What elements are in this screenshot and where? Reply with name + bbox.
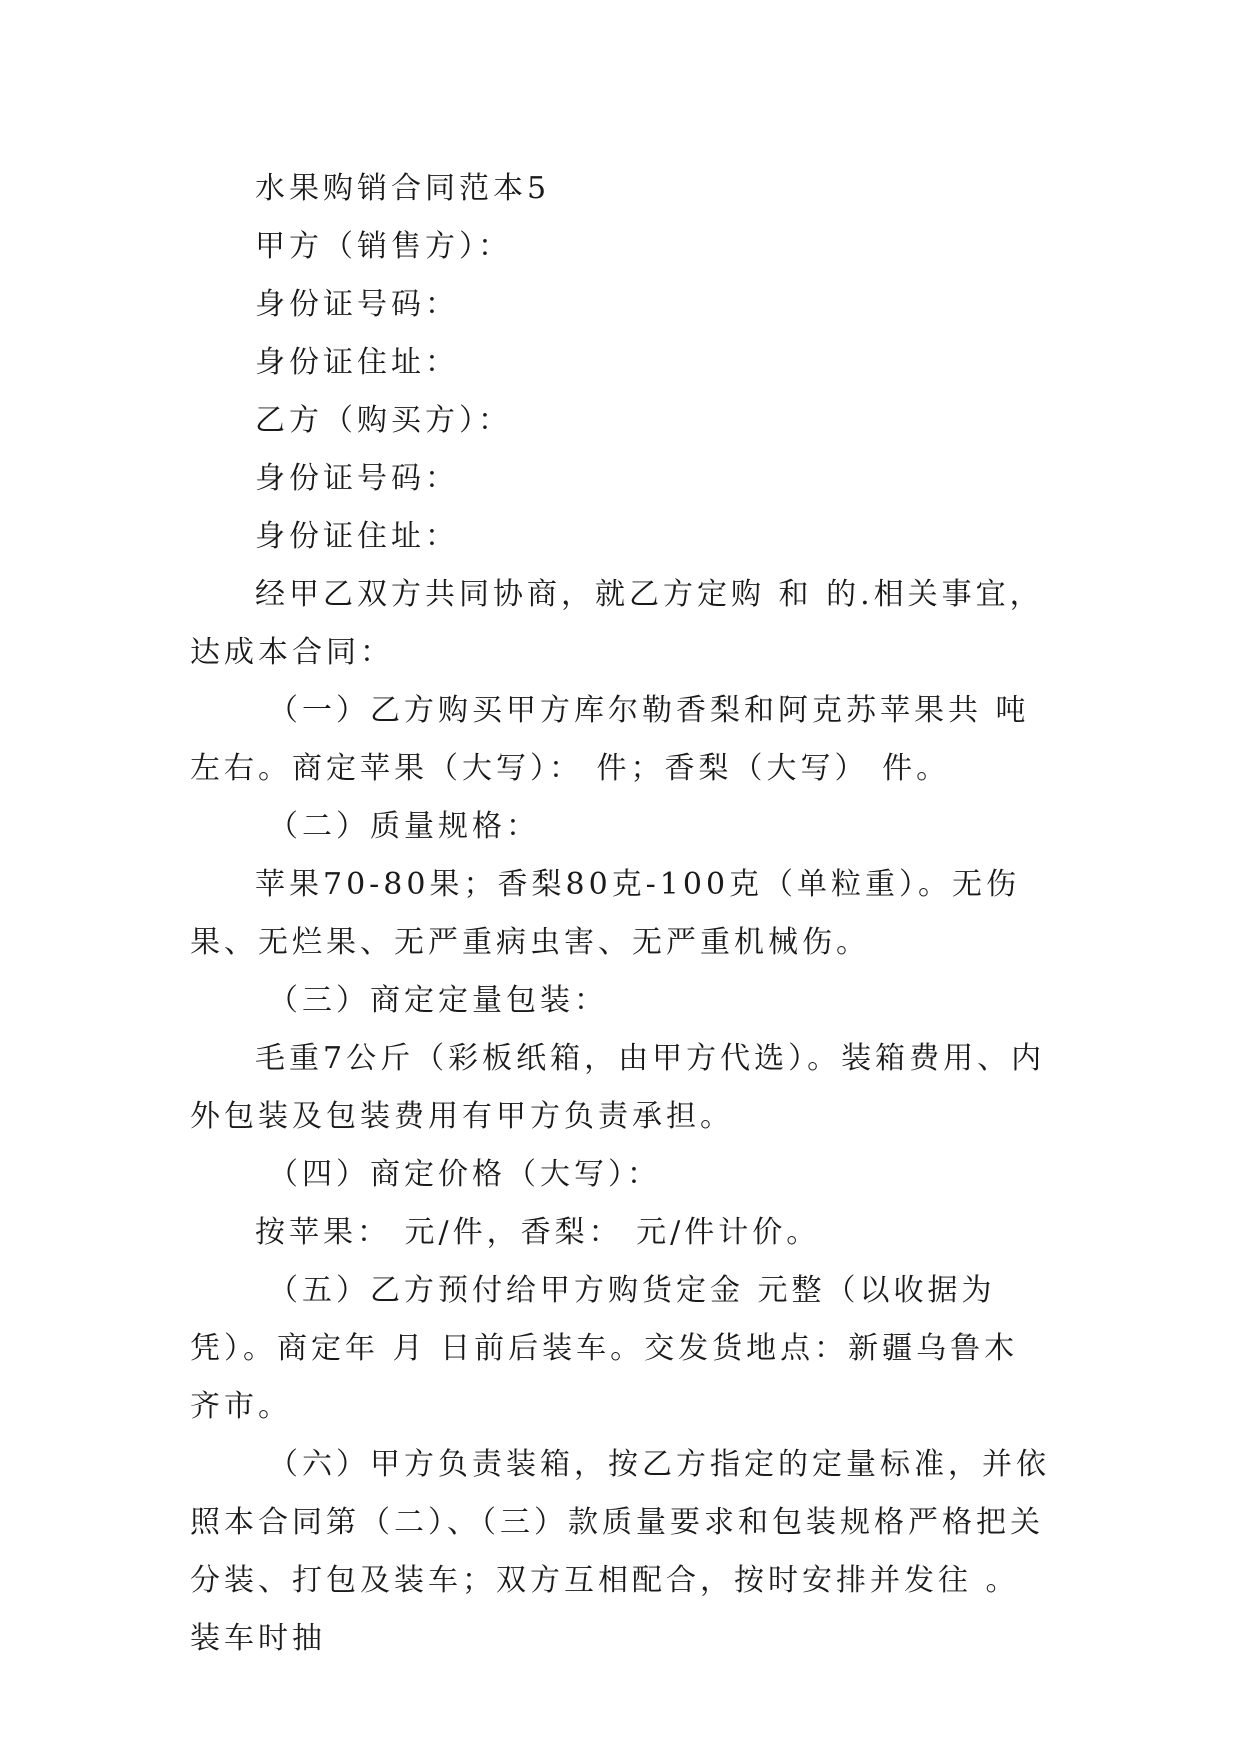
clause-5-paragraph: （五）乙方预付给甲方购货定金 元整（以收据为凭）。商定年 月 日前后装车。交发货地点：新疆乌鲁木齐市。 <box>190 1273 1019 1424</box>
clause-3-paragraph: 毛重7公斤（彩板纸箱，由甲方代选）。装箱费用、内外包装及包装费用有甲方负责承担。 <box>190 1041 1046 1134</box>
clause-4-paragraph: 按苹果： 元/件，香梨： 元/件计价。 <box>255 1215 821 1250</box>
document-title: 水果购销合同范本5 <box>255 171 551 206</box>
clause-3-heading: （三）商定定量包装： <box>268 983 608 1018</box>
clause-2-heading: （二）质量规格： <box>268 809 540 844</box>
party-b-id-address: 身份证住址： <box>255 519 459 554</box>
party-a-id-address: 身份证住址： <box>255 345 459 380</box>
party-b-label: 乙方（购买方）： <box>255 403 512 438</box>
document-body <box>190 160 1050 1668</box>
party-a-id-number: 身份证号码： <box>255 287 459 322</box>
clause-2-paragraph: 苹果70-80果；香梨80克-100克（单粒重）。无伤果、无烂果、无严重病虫害、无严重机械伤。 <box>190 867 1021 960</box>
clause-4-heading: （四）商定价格（大写）： <box>268 1157 661 1192</box>
clause-6-paragraph: （六）甲方负责装箱，按乙方指定的定量标准，并依照本合同第（二）、（三）款质量要求和包装规格严格把关分装、打包及装车；双方互相配合，按时安排并发往 。装车时抽 <box>190 1447 1050 1656</box>
party-a-label: 甲方（销售方）： <box>255 229 512 264</box>
clause-1-paragraph: （一）乙方购买甲方库尔勒香梨和阿克苏苹果共 吨左右。商定苹果（大写）： 件；香梨（大写） 件。 <box>190 693 1030 786</box>
preamble-paragraph: 经甲乙双方共同协商，就乙方定购 和 的.相关事宜，达成本合同： <box>190 577 1044 670</box>
party-b-id-number: 身份证号码： <box>255 461 459 496</box>
